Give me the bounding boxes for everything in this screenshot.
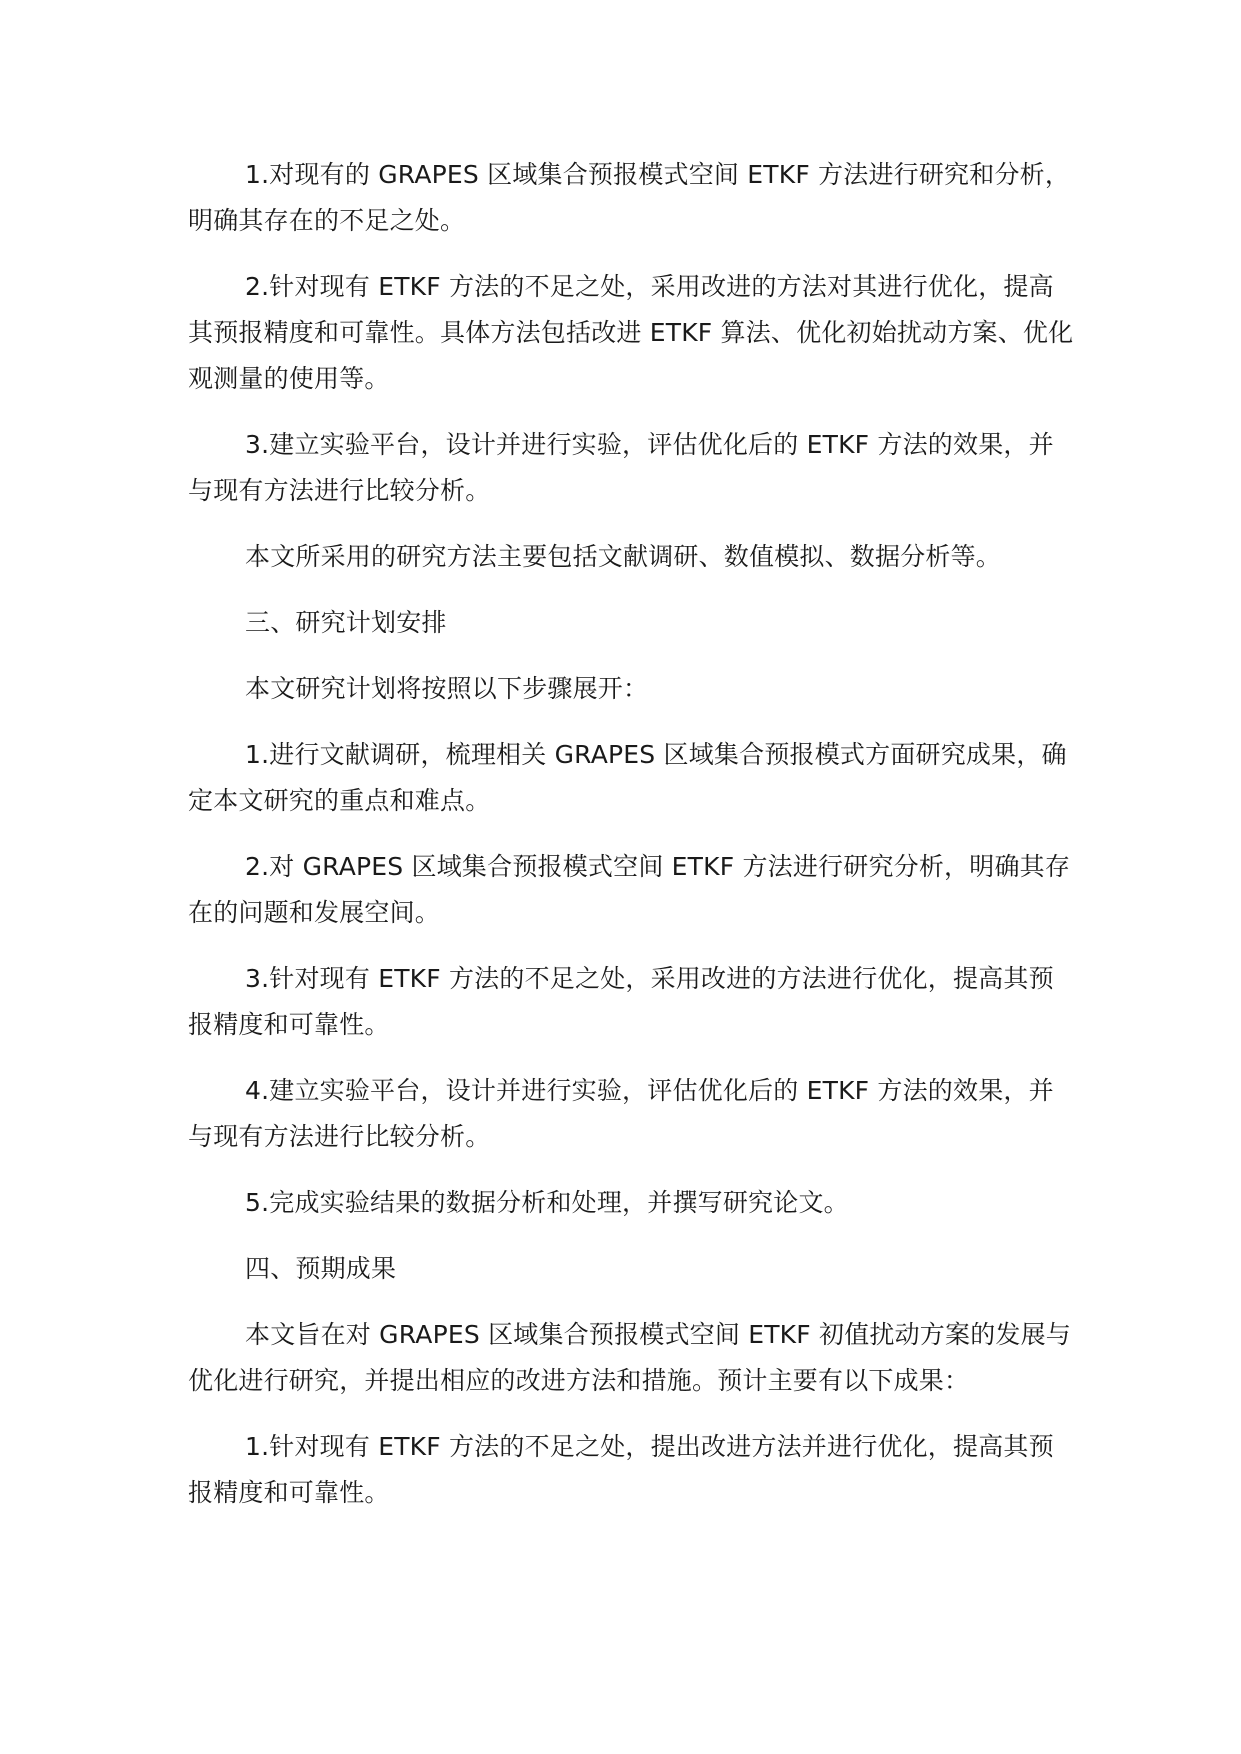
- paragraph-result-item-1: 1.针对现有 ETKF 方法的不足之处，提出改进方法并进行优化，提高其预报精度和可靠性。: [188, 1432, 1054, 1507]
- paragraph-plan-step-4: 4.建立实验平台，设计并进行实验，评估优化后的 ETKF 方法的效果，并与现有方法进行比较分析。: [188, 1076, 1054, 1151]
- section-heading-expected-results: 四、预期成果: [245, 1254, 397, 1283]
- paragraph-plan-step-3: 3.针对现有 ETKF 方法的不足之处，采用改进的方法进行优化，提高其预报精度和可靠性。: [188, 964, 1054, 1039]
- paragraph-plan-step-5: 5.完成实验结果的数据分析和处理，并撰写研究论文。: [245, 1188, 849, 1217]
- paragraph-plan-intro: 本文研究计划将按照以下步骤展开：: [245, 674, 649, 703]
- paragraph-research-item-1: 1.对现有的 GRAPES 区域集合预报模式空间 ETKF 方法进行研究和分析，明确其存在的不足之处。: [188, 160, 1071, 235]
- paragraph-plan-step-1: 1.进行文献调研，梳理相关 GRAPES 区域集合预报模式方面研究成果，确定本文研究的重点和难点。: [188, 740, 1067, 815]
- document-body: [188, 152, 1078, 1536]
- paragraph-research-item-3: 3.建立实验平台，设计并进行实验，评估优化后的 ETKF 方法的效果，并与现有方法进行比较分析。: [188, 430, 1054, 505]
- paragraph-research-methods: 本文所采用的研究方法主要包括文献调研、数值模拟、数据分析等。: [245, 542, 1002, 571]
- paragraph-research-item-2: 2.针对现有 ETKF 方法的不足之处，采用改进的方法对其进行优化，提高其预报精度和可靠性。具体方法包括改进 ETKF 算法、优化初始扰动方案、优化观测量的使用等。: [188, 272, 1074, 393]
- paragraph-results-intro: 本文旨在对 GRAPES 区域集合预报模式空间 ETKF 初值扰动方案的发展与优化进行研究，并提出相应的改进方法和措施。预计主要有以下成果：: [188, 1320, 1072, 1395]
- section-heading-research-plan: 三、研究计划安排: [245, 608, 447, 637]
- paragraph-plan-step-2: 2.对 GRAPES 区域集合预报模式空间 ETKF 方法进行研究分析，明确其存在的问题和发展空间。: [188, 852, 1071, 927]
